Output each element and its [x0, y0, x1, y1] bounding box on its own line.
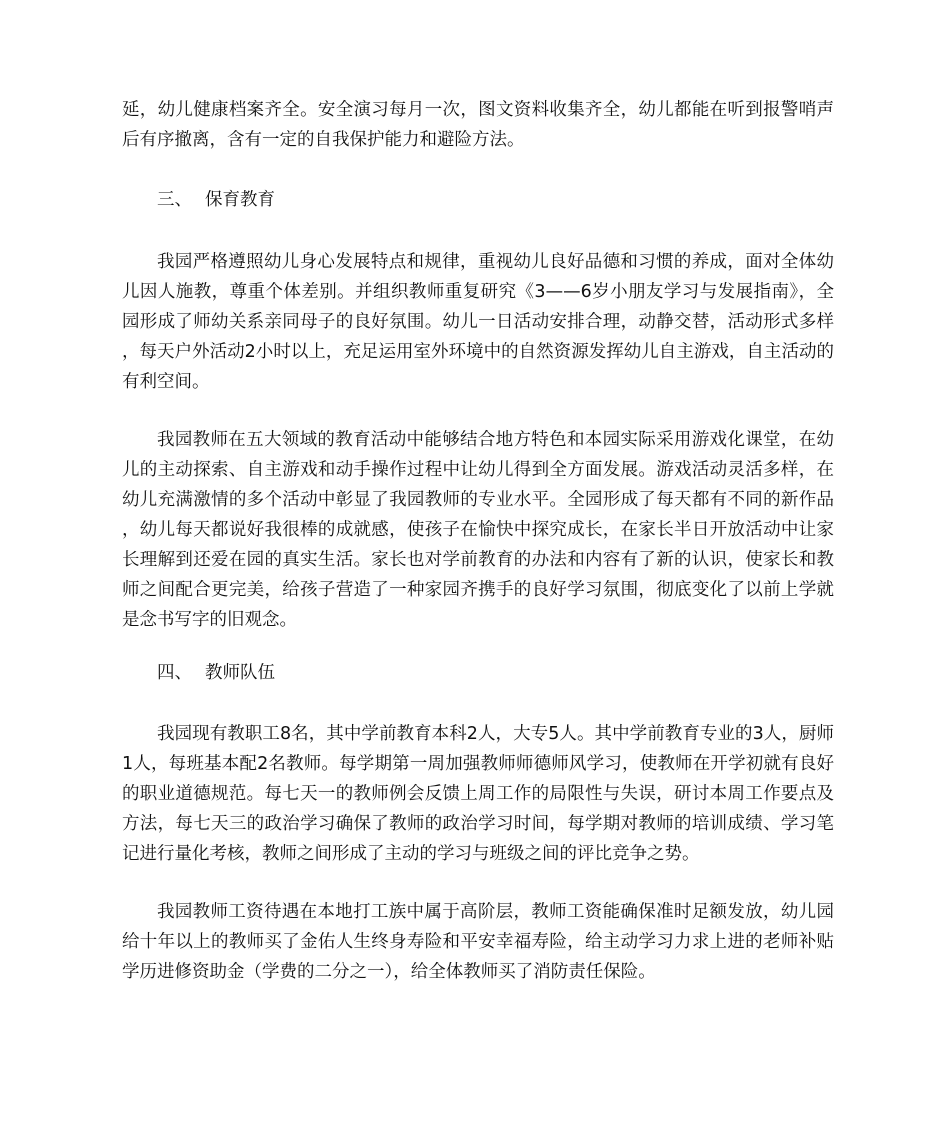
body-paragraph: 我园教师工资待遇在本地打工族中属于高阶层，教师工资能确保准时足额发放，幼儿园给十年以上的教师买了金佑人生终身寿险和平安幸福寿险，给主动学习力求上进的老师补贴学历进修资助金（学费的二分之一），给全体教师买了消防责任保险。	[122, 902, 834, 982]
body-paragraph: 我园现有教职工8名，其中学前教育本科2人，大专5人。其中学前教育专业的3人，厨师1人，每班基本配2名教师。每学期第一周加强教师师德师风学习，使教师在开学初就有良好的职业道德规范。每七天一的教师例会反馈上周工作的局限性与失误，研讨本周工作要点及方法，每七天三的政治学习确保了教师的政治学习时间，每学期对教师的培训成绩、学习笔记进行量化考核，教师之间形成了主动的学习与班级之间的评比竞争之势。	[122, 724, 834, 864]
body-paragraph: 我园严格遵照幼儿身心发展特点和规律，重视幼儿良好品德和习惯的养成，面对全体幼儿因人施教，尊重个体差别。并组织教师重复研究《3——6岁小朋友学习与发展指南》，全园形成了师幼关系亲同母子的良好氛围。幼儿一日活动安排合理，动静交替，活动形式多样，每天户外活动2小时以上，充足运用室外环境中的自然资源发挥幼儿自主游戏，自主活动的有利空间。	[122, 252, 834, 392]
section-number: 三、	[157, 190, 192, 210]
section-number: 四、	[157, 663, 192, 683]
section-title: 保育教育	[205, 190, 275, 210]
continuation-paragraph: 延，幼儿健康档案齐全。安全演习每月一次，图文资料收集齐全，幼儿都能在听到报警哨声后有序撤离，含有一定的自我保护能力和避险方法。	[122, 100, 834, 150]
section-title: 教师队伍	[205, 663, 275, 683]
body-paragraph: 我园教师在五大领域的教育活动中能够结合地方特色和本园实际采用游戏化课堂，在幼儿的主动探索、自主游戏和动手操作过程中让幼儿得到全方面发展。游戏活动灵活多样，在幼儿充满激情的多个活动中彰显了我园教师的专业水平。全园形成了每天都有不同的新作品，幼儿每天都说好我很棒的成就感，使孩子在愉快中探究成长，在家长半日开放活动中让家长理解到还爱在园的真实生活。家长也对学前教育的办法和内容有了新的认识，使家长和教师之间配合更完美，给孩子营造了一种家园齐携手的良好学习氛围，彻底变化了以前上学就是念书写字的旧观念。	[122, 430, 834, 630]
section-heading-4	[157, 658, 275, 688]
section-heading-3	[157, 185, 275, 215]
